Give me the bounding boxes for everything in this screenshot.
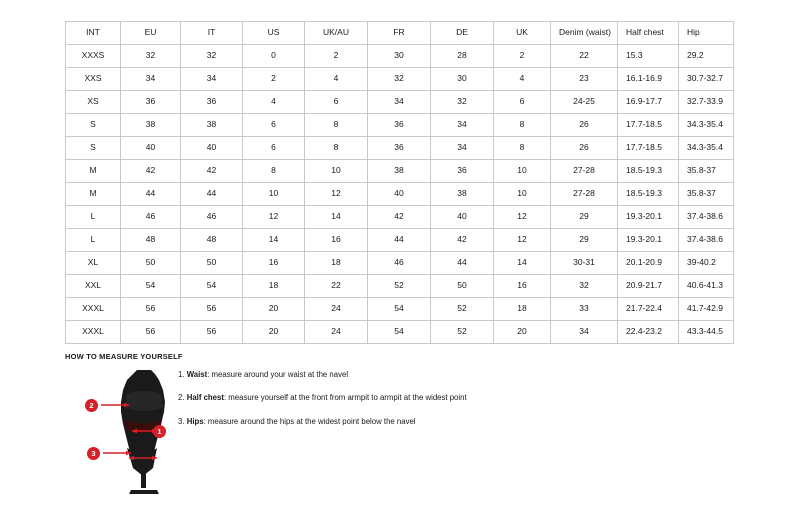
table-header-cell: Denim (waist) xyxy=(551,22,618,45)
table-cell: 20.9-21.7 xyxy=(618,275,679,298)
measure-instruction-item xyxy=(178,393,598,402)
table-cell: 6 xyxy=(305,91,368,114)
table-cell: 18.5-19.3 xyxy=(618,183,679,206)
table-cell: 27-28 xyxy=(551,183,618,206)
table-cell: 8 xyxy=(494,137,551,160)
table-cell: XXL xyxy=(66,275,121,298)
table-cell: 34 xyxy=(121,68,181,91)
measure-item-number: 1. xyxy=(178,370,185,379)
table-cell: 36 xyxy=(431,160,494,183)
table-cell: 44 xyxy=(121,183,181,206)
table-cell: 19.3-20.1 xyxy=(618,206,679,229)
table-cell: 40 xyxy=(181,137,243,160)
table-cell: 6 xyxy=(243,137,305,160)
table-cell: 32 xyxy=(181,45,243,68)
table-cell: 46 xyxy=(368,252,431,275)
table-cell: 32 xyxy=(121,45,181,68)
size-table-container xyxy=(65,21,733,344)
table-row xyxy=(66,275,734,298)
table-cell: 18.5-19.3 xyxy=(618,160,679,183)
table-cell: 37.4-38.6 xyxy=(679,229,734,252)
table-cell: 32 xyxy=(368,68,431,91)
table-cell: 42 xyxy=(121,160,181,183)
table-cell: 24 xyxy=(305,298,368,321)
table-cell: 34.3-35.4 xyxy=(679,114,734,137)
table-cell: 16.9-17.7 xyxy=(618,91,679,114)
table-cell: 12 xyxy=(494,206,551,229)
table-cell: 2 xyxy=(494,45,551,68)
table-cell: 44 xyxy=(368,229,431,252)
table-cell: 14 xyxy=(243,229,305,252)
measure-item-number: 2. xyxy=(178,393,185,403)
table-cell: 24-25 xyxy=(551,91,618,114)
table-cell: 22.4-23.2 xyxy=(618,321,679,344)
measure-item-term: Hips xyxy=(186,416,204,426)
table-cell: 42 xyxy=(368,206,431,229)
table-cell: 34 xyxy=(368,91,431,114)
table-cell: 10 xyxy=(305,160,368,183)
table-row xyxy=(66,229,734,252)
table-cell: 18 xyxy=(243,275,305,298)
marker-1: 1 xyxy=(153,425,166,438)
table-cell: 0 xyxy=(243,45,305,68)
table-cell: 2 xyxy=(243,68,305,91)
table-row xyxy=(66,160,734,183)
measure-instructions xyxy=(178,370,598,440)
table-row xyxy=(66,114,734,137)
table-cell: 39-40.2 xyxy=(679,252,734,275)
table-cell: 14 xyxy=(494,252,551,275)
table-cell: 44 xyxy=(431,252,494,275)
table-cell: 27-28 xyxy=(551,160,618,183)
table-cell: 18 xyxy=(494,298,551,321)
table-cell: 28 xyxy=(431,45,494,68)
table-cell: 30 xyxy=(368,45,431,68)
table-cell: 56 xyxy=(121,321,181,344)
table-cell: 12 xyxy=(243,206,305,229)
table-cell: 12 xyxy=(494,229,551,252)
table-cell: 20 xyxy=(243,298,305,321)
table-cell: 56 xyxy=(181,321,243,344)
table-cell: 10 xyxy=(494,160,551,183)
table-cell: 46 xyxy=(121,206,181,229)
measure-item-text: : measure around your waist at the navel xyxy=(207,370,349,379)
table-cell: 33 xyxy=(551,298,618,321)
table-header-cell: FR xyxy=(368,22,431,45)
table-cell: 22 xyxy=(551,45,618,68)
measure-item-term: Half chest xyxy=(186,393,224,403)
table-cell: 40.6-41.3 xyxy=(679,275,734,298)
table-cell: S xyxy=(66,114,121,137)
table-cell: 26 xyxy=(551,114,618,137)
table-header-cell: UK/AU xyxy=(305,22,368,45)
table-cell: 16 xyxy=(243,252,305,275)
table-cell: 8 xyxy=(305,114,368,137)
table-cell: 38 xyxy=(431,183,494,206)
table-cell: 4 xyxy=(494,68,551,91)
measure-item-number: 3. xyxy=(178,416,185,426)
measure-item-text: : measure around the hips at the widest point below the navel xyxy=(203,416,416,426)
measure-instruction-item xyxy=(178,417,598,426)
marker-3: 3 xyxy=(87,447,100,460)
table-cell: 42 xyxy=(181,160,243,183)
table-cell: 10 xyxy=(243,183,305,206)
table-row xyxy=(66,321,734,344)
table-cell: 34 xyxy=(431,137,494,160)
table-row xyxy=(66,45,734,68)
table-cell: 2 xyxy=(305,45,368,68)
table-cell: 50 xyxy=(431,275,494,298)
table-cell: 48 xyxy=(121,229,181,252)
table-cell: 50 xyxy=(121,252,181,275)
table-cell: 26 xyxy=(551,137,618,160)
table-cell: 35.8-37 xyxy=(679,183,734,206)
table-row xyxy=(66,68,734,91)
table-cell: 37.4-38.6 xyxy=(679,206,734,229)
table-cell: 8 xyxy=(494,114,551,137)
table-cell: 54 xyxy=(368,298,431,321)
measure-item-text: : measure yourself at the front from armpit to armpit at the widest point xyxy=(223,393,467,403)
table-cell: 48 xyxy=(181,229,243,252)
table-header-cell: UK xyxy=(494,22,551,45)
table-cell: 54 xyxy=(368,321,431,344)
table-header-cell: Hip xyxy=(679,22,734,45)
table-cell: 4 xyxy=(243,91,305,114)
table-cell: 20.1-20.9 xyxy=(618,252,679,275)
table-cell: S xyxy=(66,137,121,160)
table-cell: 54 xyxy=(121,275,181,298)
table-cell: 43.3-44.5 xyxy=(679,321,734,344)
table-cell: 52 xyxy=(431,298,494,321)
table-body xyxy=(66,45,734,344)
table-cell: 6 xyxy=(494,91,551,114)
table-cell: 6 xyxy=(243,114,305,137)
table-row xyxy=(66,137,734,160)
table-cell: 29 xyxy=(551,229,618,252)
table-cell: 24 xyxy=(305,321,368,344)
table-header-row xyxy=(66,22,734,45)
table-cell: 50 xyxy=(181,252,243,275)
table-cell: 34 xyxy=(551,321,618,344)
table-head xyxy=(66,22,734,45)
marker-2: 2 xyxy=(85,399,98,412)
table-header-cell: IT xyxy=(181,22,243,45)
table-cell: 29.2 xyxy=(679,45,734,68)
table-header-cell: EU xyxy=(121,22,181,45)
table-cell: 32.7-33.9 xyxy=(679,91,734,114)
table-row xyxy=(66,91,734,114)
table-cell: 30 xyxy=(431,68,494,91)
table-cell: 34 xyxy=(431,114,494,137)
table-cell: 52 xyxy=(368,275,431,298)
table-cell: 56 xyxy=(181,298,243,321)
table-cell: 32 xyxy=(431,91,494,114)
table-cell: 36 xyxy=(121,91,181,114)
table-header-cell: DE xyxy=(431,22,494,45)
table-cell: 44 xyxy=(181,183,243,206)
table-cell: 16 xyxy=(305,229,368,252)
how-to-measure-heading: HOW TO MEASURE YOURSELF xyxy=(65,352,183,361)
table-cell: 16 xyxy=(494,275,551,298)
table-cell: 36 xyxy=(368,137,431,160)
table-cell: 38 xyxy=(121,114,181,137)
table-cell: 46 xyxy=(181,206,243,229)
table-cell: 8 xyxy=(305,137,368,160)
table-cell: M xyxy=(66,160,121,183)
measure-item-term: Waist xyxy=(186,370,208,379)
table-cell: 34.3-35.4 xyxy=(679,137,734,160)
table-cell: 17.7-18.5 xyxy=(618,137,679,160)
table-cell: 16.1-16.9 xyxy=(618,68,679,91)
table-cell: 56 xyxy=(121,298,181,321)
table-cell: XXXS xyxy=(66,45,121,68)
table-cell: XL xyxy=(66,252,121,275)
table-cell: 52 xyxy=(431,321,494,344)
table-cell: 23 xyxy=(551,68,618,91)
table-cell: 32 xyxy=(551,275,618,298)
table-cell: 29 xyxy=(551,206,618,229)
table-row xyxy=(66,252,734,275)
table-header-cell: INT xyxy=(66,22,121,45)
table-header-cell: US xyxy=(243,22,305,45)
table-cell: XXXL xyxy=(66,298,121,321)
table-cell: L xyxy=(66,206,121,229)
table-header-cell: Half chest xyxy=(618,22,679,45)
table-cell: 18 xyxy=(305,252,368,275)
table-cell: 34 xyxy=(181,68,243,91)
table-cell: 14 xyxy=(305,206,368,229)
table-cell: 30-31 xyxy=(551,252,618,275)
table-cell: 40 xyxy=(368,183,431,206)
table-cell: 10 xyxy=(494,183,551,206)
table-cell: 20 xyxy=(494,321,551,344)
measure-instruction-item xyxy=(178,370,598,379)
table-cell: 40 xyxy=(121,137,181,160)
table-cell: 38 xyxy=(181,114,243,137)
table-cell: 19.3-20.1 xyxy=(618,229,679,252)
table-cell: 35.8-37 xyxy=(679,160,734,183)
table-cell: XXXL xyxy=(66,321,121,344)
table-cell: XS xyxy=(66,91,121,114)
table-cell: 17.7-18.5 xyxy=(618,114,679,137)
table-cell: 42 xyxy=(431,229,494,252)
table-cell: 30.7-32.7 xyxy=(679,68,734,91)
table-cell: 8 xyxy=(243,160,305,183)
table-row xyxy=(66,298,734,321)
table-cell: 22 xyxy=(305,275,368,298)
table-cell: 40 xyxy=(431,206,494,229)
table-cell: 41.7-42.9 xyxy=(679,298,734,321)
table-cell: 21.7-22.4 xyxy=(618,298,679,321)
table-cell: 15.3 xyxy=(618,45,679,68)
table-cell: 4 xyxy=(305,68,368,91)
table-cell: 36 xyxy=(181,91,243,114)
table-cell: 54 xyxy=(181,275,243,298)
table-cell: 38 xyxy=(368,160,431,183)
table-row xyxy=(66,183,734,206)
table-cell: M xyxy=(66,183,121,206)
table-cell: XXS xyxy=(66,68,121,91)
table-cell: 12 xyxy=(305,183,368,206)
size-conversion-table xyxy=(65,21,734,344)
table-cell: 20 xyxy=(243,321,305,344)
table-cell: L xyxy=(66,229,121,252)
table-row xyxy=(66,206,734,229)
table-cell: 36 xyxy=(368,114,431,137)
